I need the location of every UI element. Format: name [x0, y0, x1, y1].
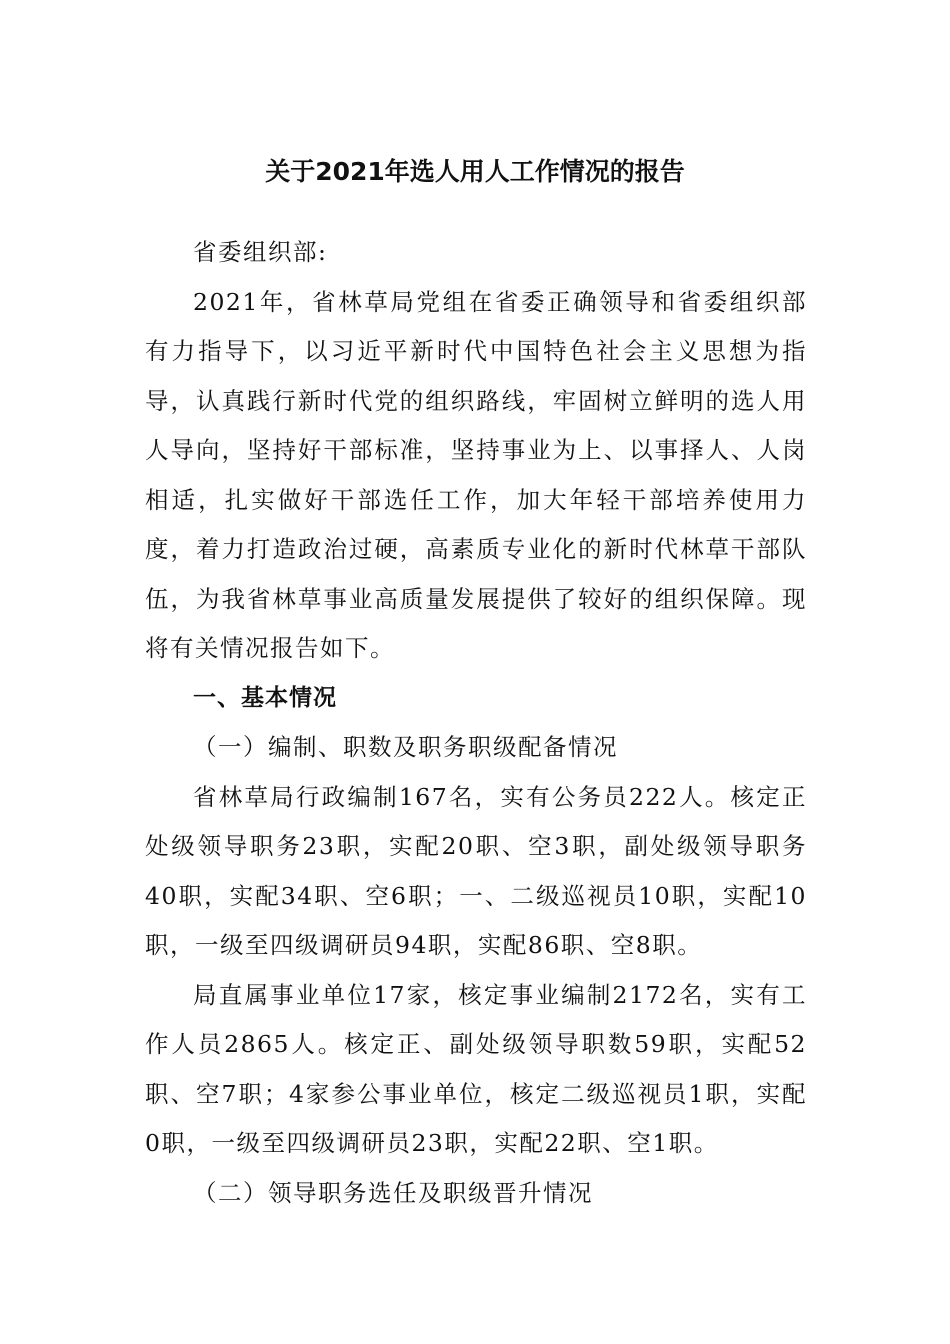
document-title: 关于2021年选人用人工作情况的报告	[265, 157, 685, 186]
staffing-paragraph-institutions: 局直属事业单位17家，核定事业编制2172名，实有工作人员2865人。核定正、副处级领导职数59职，实配52职、空7职；4家参公事业单位，核定二级巡视员1职，实配0职，一级至四级调研员23职，实配22职、空1职。	[145, 980, 807, 1157]
section-heading-basic-situation: 一、基本情况	[193, 684, 337, 711]
subsection-heading-staffing: （一）编制、职数及职务职级配备情况	[193, 733, 618, 761]
document-body	[145, 228, 807, 1218]
salutation: 省委组织部:	[193, 238, 328, 266]
intro-paragraph: 2021年，省林草局党组在省委正确领导和省委组织部有力指导下，以习近平新时代中国特色社会主义思想为指导，认真践行新时代党的组织路线，牢固树立鲜明的选人用人导向，坚持好干部标准，坚持事业为上、以事择人、人岗相适，扎实做好干部选任工作，加大年轻干部培养使用力度，着力打造政治过硬，高素质专业化的新时代林草干部队伍，为我省林草事业高质量发展提供了较好的组织保障。现将有关情况报告如下。	[145, 287, 807, 662]
subsection-heading-appointments: （二）领导职务选任及职级晋升情况	[193, 1178, 593, 1207]
staffing-paragraph-admin: 省林草局行政编制167名，实有公务员222人。核定正处级领导职务23职，实配20职、空3职，副处级领导职务40职，实配34职、空6职；一、二级巡视员10职，实配10职，一级至四级调研员94职，实配86职、空8职。	[145, 782, 807, 959]
